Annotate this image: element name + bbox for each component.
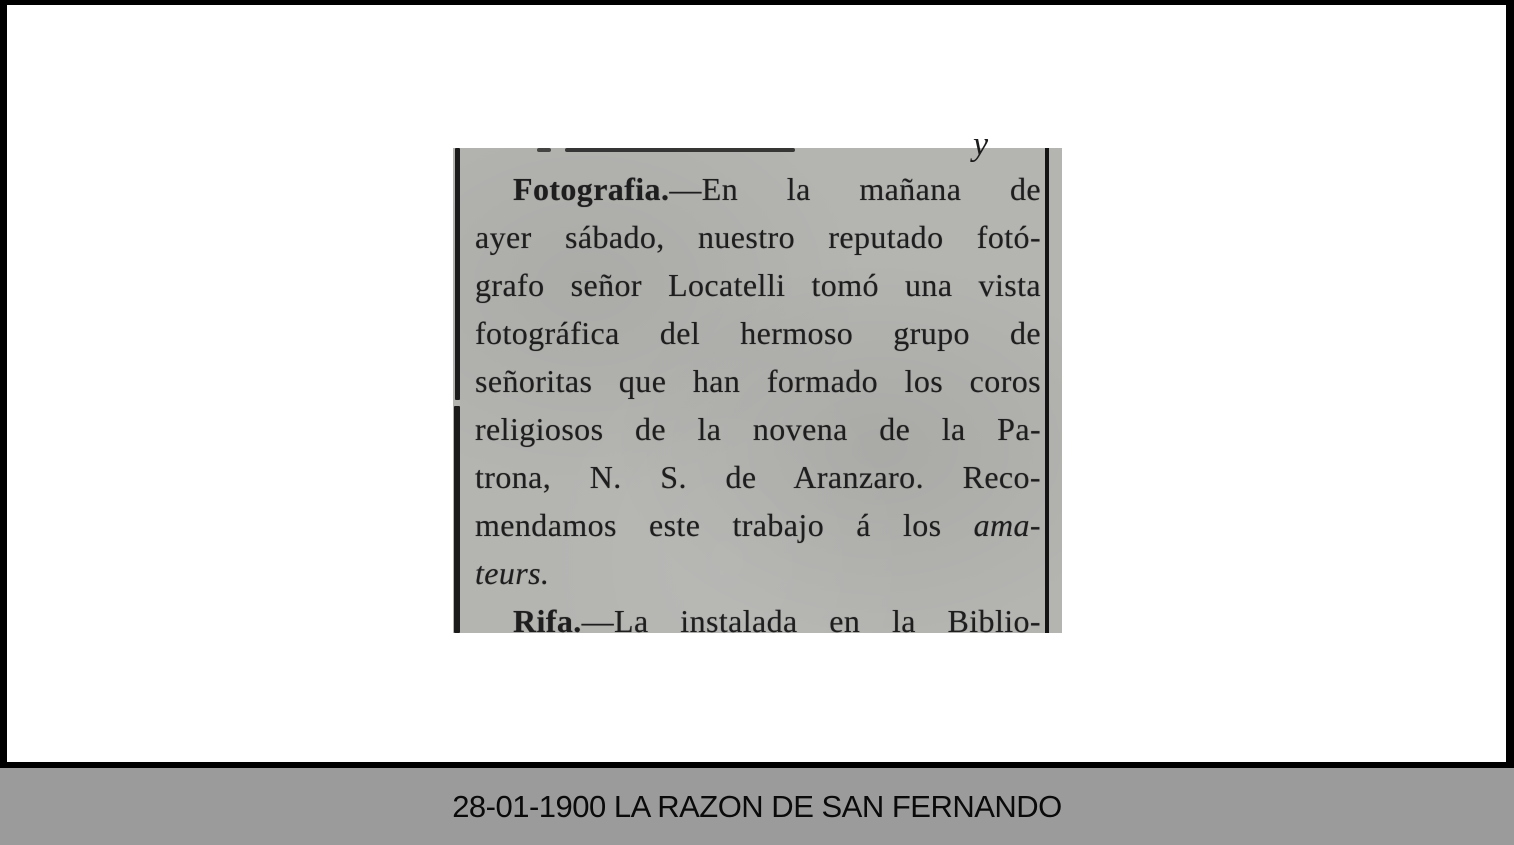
- cutoff-ink-streak: [565, 148, 795, 152]
- article-line-8-italic: ama-: [973, 507, 1041, 543]
- article-lead-rifa: Rifa.: [513, 603, 582, 639]
- frame-border-left: [0, 0, 7, 768]
- article-line-4: [475, 309, 1041, 357]
- article-line-6: [475, 405, 1041, 453]
- column-rule-left-lower: [454, 406, 460, 633]
- caption-text: 28-01-1900 LA RAZON DE SAN FERNANDO: [452, 788, 1062, 824]
- article-line-9-italic: teurs.: [475, 555, 550, 591]
- article-line-7: [475, 453, 1041, 501]
- frame-border-right: [1506, 0, 1514, 768]
- article-line-5-text: señoritas que han formado los coros: [475, 363, 1041, 399]
- article-line-1: [475, 165, 1041, 213]
- article-line-3-text: grafo señor Locatelli tomó una vista: [475, 267, 1041, 303]
- article-line-5: [475, 357, 1041, 405]
- newspaper-clipping: [453, 126, 1062, 639]
- article-text-block: [475, 165, 1041, 645]
- cutoff-ink-dash: [537, 148, 551, 152]
- article-line-8-text: mendamos este trabajo á los: [475, 507, 974, 543]
- caption-bar: [0, 768, 1514, 845]
- article-line-7-text: trona, N. S. de Aranzaro. Reco-: [475, 459, 1041, 495]
- article-line-2: [475, 213, 1041, 261]
- article-line-2-text: ayer sábado, nuestro reputado fotó-: [475, 219, 1041, 255]
- column-rule-left-upper: [455, 148, 460, 400]
- frame-border-top: [0, 0, 1514, 5]
- article-line-8: [475, 501, 1041, 549]
- column-rule-right: [1045, 148, 1049, 633]
- article-lead-fotografia: Fotografia.: [513, 171, 670, 207]
- article-line-6-text: religiosos de la novena de la Pa-: [475, 411, 1041, 447]
- article-line-4-text: fotográfica del hermoso grupo de: [475, 315, 1041, 351]
- article-line-9: [475, 549, 1041, 597]
- article-line-1-text: —En la mañana de: [669, 171, 1041, 207]
- article-line-10-text: —La instalada en la Biblio-: [581, 603, 1041, 639]
- cutoff-letter-glyph: y: [973, 126, 989, 163]
- article-line-3: [475, 261, 1041, 309]
- article-line-10: [475, 597, 1041, 645]
